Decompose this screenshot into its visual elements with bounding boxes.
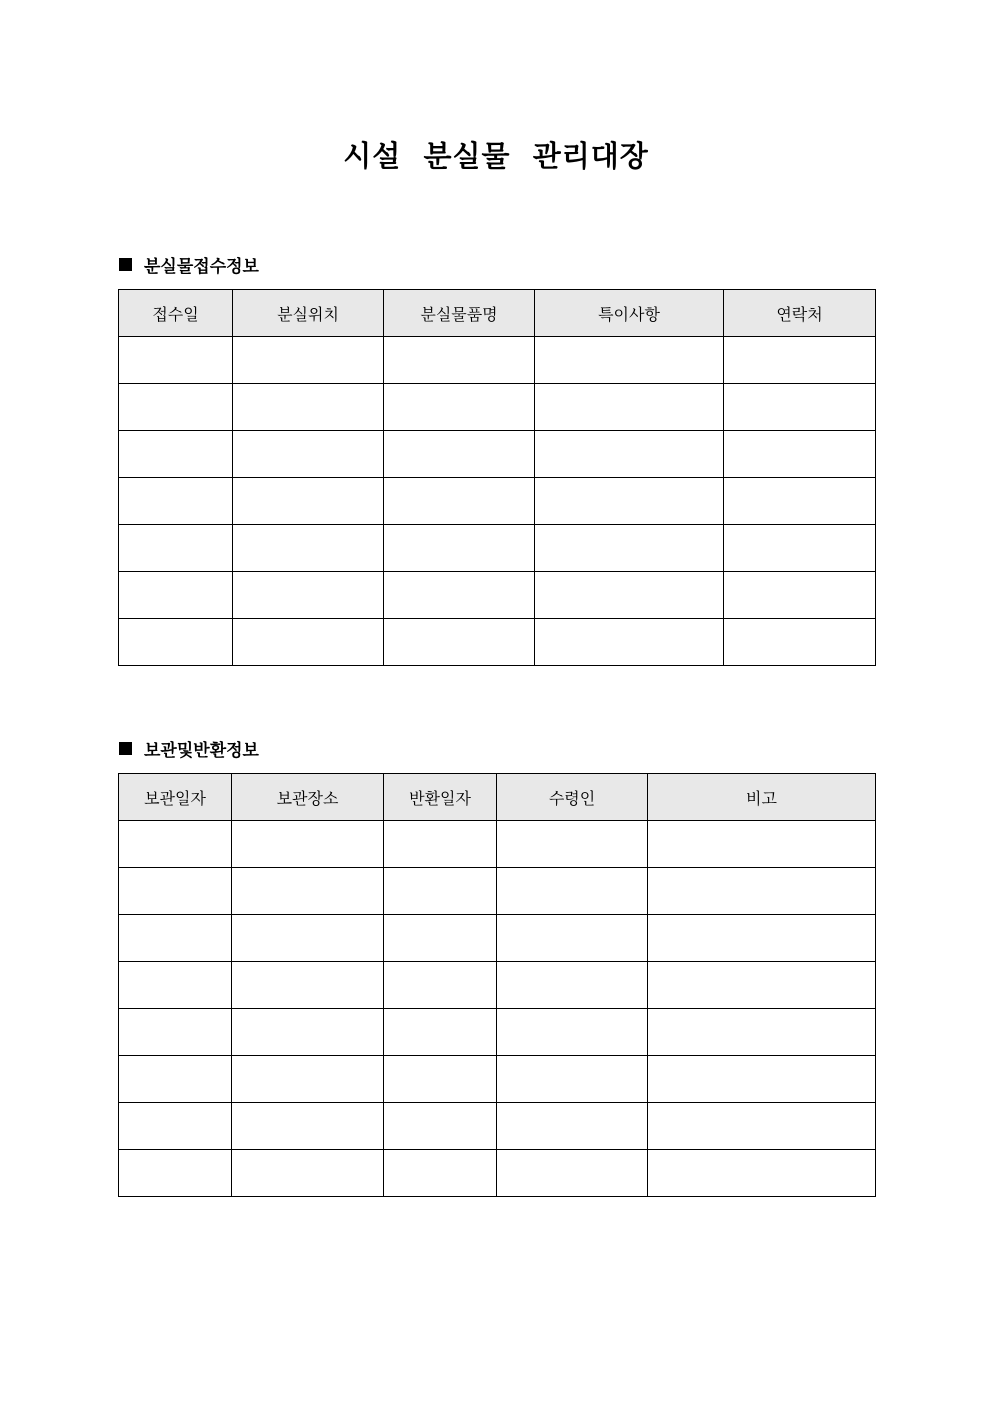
table-row [119,619,876,666]
table-cell[interactable] [384,384,535,431]
table-cell[interactable] [497,1009,648,1056]
table-cell[interactable] [119,572,233,619]
table-cell[interactable] [384,431,535,478]
table-cell[interactable] [724,619,876,666]
column-header-notes: 비고 [648,774,876,821]
table-cell[interactable] [119,525,233,572]
table-row [119,525,876,572]
table-row [119,868,876,915]
table-cell[interactable] [233,525,384,572]
table-cell[interactable] [384,868,497,915]
table-row [119,915,876,962]
table-cell[interactable] [232,1056,384,1103]
table-cell[interactable] [648,915,876,962]
table-cell[interactable] [384,821,497,868]
table-row [119,1103,876,1150]
table-cell[interactable] [648,962,876,1009]
table-cell[interactable] [535,572,724,619]
table-cell[interactable] [724,525,876,572]
table-header-row [119,290,876,337]
table-row [119,1056,876,1103]
table-cell[interactable] [497,868,648,915]
table-cell[interactable] [119,619,233,666]
table-cell[interactable] [497,915,648,962]
page-title: 시설 분실물 관리대장 [343,139,649,173]
column-header-recipient: 수령인 [497,774,648,821]
section-heading-lost-item-intake [119,252,259,276]
table-cell[interactable] [497,1103,648,1150]
table-cell[interactable] [119,1103,232,1150]
table-cell[interactable] [648,1103,876,1150]
table-cell[interactable] [119,1009,232,1056]
table-cell[interactable] [535,384,724,431]
table-cell[interactable] [535,431,724,478]
table-row [119,962,876,1009]
column-header-lost-location: 분실위치 [233,290,384,337]
table-body [119,337,876,666]
table-cell[interactable] [119,868,232,915]
section-heading-label: 분실물접수정보 [144,256,259,277]
table-cell[interactable] [233,619,384,666]
column-header-intake-date: 접수일 [119,290,233,337]
column-header-item-name: 분실물품명 [384,290,535,337]
table-cell[interactable] [232,1103,384,1150]
table-cell[interactable] [724,384,876,431]
table-cell[interactable] [119,1056,232,1103]
table-cell[interactable] [724,337,876,384]
column-header-storage-location: 보관장소 [232,774,384,821]
table-cell[interactable] [724,478,876,525]
table-cell[interactable] [648,821,876,868]
table-cell[interactable] [232,915,384,962]
table-cell[interactable] [232,962,384,1009]
table-cell[interactable] [384,1056,497,1103]
table-cell[interactable] [384,525,535,572]
table-body [119,821,876,1197]
table-row [119,821,876,868]
table-cell[interactable] [535,337,724,384]
table-cell[interactable] [384,1103,497,1150]
section-heading-storage-return [119,736,259,760]
table-cell[interactable] [119,478,233,525]
square-bullet-icon [119,258,132,271]
column-header-return-date: 반환일자 [384,774,497,821]
table-cell[interactable] [384,1009,497,1056]
table-row [119,1009,876,1056]
table-cell[interactable] [384,1150,497,1197]
lost-item-intake-table [118,289,876,666]
table-cell[interactable] [384,619,535,666]
table-cell[interactable] [535,619,724,666]
section-heading-label: 보관및반환정보 [144,740,259,761]
column-header-remarks: 특이사항 [535,290,724,337]
table-cell[interactable] [233,384,384,431]
table-cell[interactable] [233,431,384,478]
table-cell[interactable] [119,1150,232,1197]
table-cell[interactable] [233,572,384,619]
table-row [119,384,876,431]
table-header-row [119,774,876,821]
table-cell[interactable] [497,1150,648,1197]
table-cell[interactable] [119,821,232,868]
table-cell[interactable] [648,1009,876,1056]
table-cell[interactable] [497,962,648,1009]
table-cell[interactable] [648,1150,876,1197]
table-cell[interactable] [119,337,233,384]
table-cell[interactable] [384,478,535,525]
table-cell[interactable] [384,337,535,384]
table-cell[interactable] [724,572,876,619]
table-cell[interactable] [497,1056,648,1103]
table-cell[interactable] [497,821,648,868]
table-cell[interactable] [233,337,384,384]
column-header-storage-date: 보관일자 [119,774,232,821]
table-cell[interactable] [384,915,497,962]
table-cell[interactable] [119,962,232,1009]
table-cell[interactable] [648,868,876,915]
table-cell[interactable] [535,525,724,572]
table-cell[interactable] [232,821,384,868]
table-cell[interactable] [384,962,497,1009]
table-cell[interactable] [724,431,876,478]
table-row [119,1150,876,1197]
table-cell[interactable] [232,868,384,915]
table-cell[interactable] [119,431,233,478]
table-cell[interactable] [535,478,724,525]
table-cell[interactable] [119,915,232,962]
square-bullet-icon [119,742,132,755]
storage-return-table [118,773,876,1197]
table-cell[interactable] [384,572,535,619]
table-cell[interactable] [232,1009,384,1056]
table-cell[interactable] [232,1150,384,1197]
table-row [119,337,876,384]
table-cell[interactable] [233,478,384,525]
table-row [119,431,876,478]
table-row [119,572,876,619]
table-row [119,478,876,525]
table-cell[interactable] [648,1056,876,1103]
table-cell[interactable] [119,384,233,431]
column-header-contact: 연락처 [724,290,876,337]
